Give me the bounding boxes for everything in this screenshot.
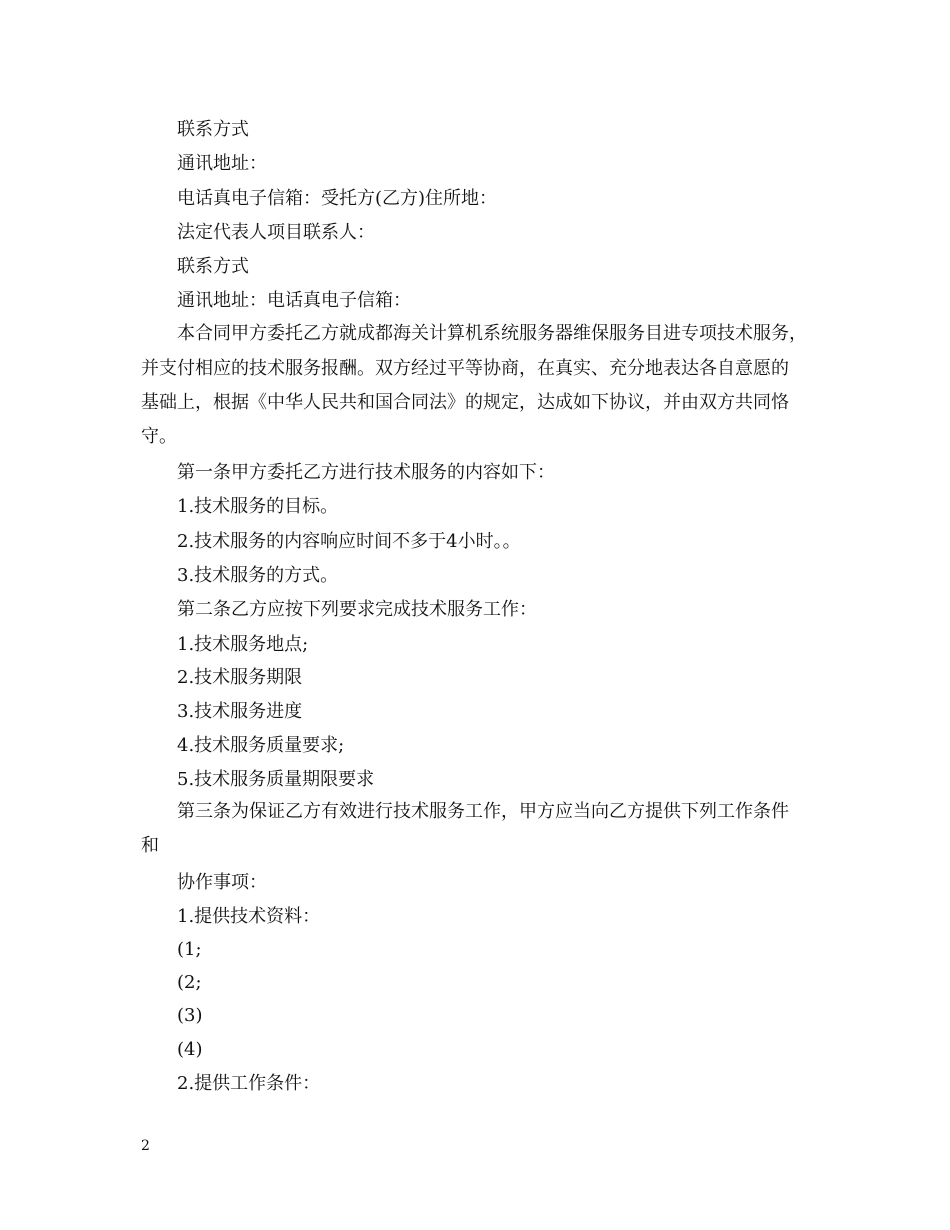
list-item: 3.技术服务进度 xyxy=(177,701,303,722)
list-item: 4.技术服务质量要求; xyxy=(177,735,345,756)
article-heading: 第三条为保证乙方有效进行技术服务工作，甲方应当向乙方提供下列工作条件 xyxy=(177,801,789,822)
list-item: 2.提供工作条件： xyxy=(177,1073,321,1094)
list-item: 1.技术服务地点; xyxy=(177,634,309,655)
list-item: (3) xyxy=(177,1005,203,1026)
list-item: 2.技术服务的内容响应时间不多于4小时。。 xyxy=(177,531,521,552)
paragraph-line: 并支付相应的技术服务报酬。双方经过平等协商，在真实、充分地表达各自意愿的 xyxy=(141,358,789,379)
list-item: 5.技术服务质量期限要求 xyxy=(177,769,375,790)
article-heading: 第二条乙方应按下列要求完成技术服务工作： xyxy=(177,599,537,620)
text-line: 协作事项： xyxy=(177,872,267,893)
paragraph-line: 和 xyxy=(141,835,159,856)
list-item: 3.技术服务的方式。 xyxy=(177,565,339,586)
list-item: (4) xyxy=(177,1039,203,1060)
text-line: 通讯地址： xyxy=(177,153,267,174)
list-item: 1.技术服务的目标。 xyxy=(177,496,339,517)
list-item: 2.技术服务期限 xyxy=(177,667,303,688)
text-line: 法定代表人项目联系人： xyxy=(177,222,375,243)
paragraph-line: 本合同甲方委托乙方就成都海关计算机系统服务器维保服务目进专项技术服务， xyxy=(177,323,807,344)
text-line: 联系方式 xyxy=(177,119,249,140)
list-item: 1.提供技术资料： xyxy=(177,906,321,927)
paragraph-line: 基础上，根据《中华人民共和国合同法》的规定，达成如下协议，并由双方共同恪 xyxy=(141,392,789,413)
text-line: 联系方式 xyxy=(177,256,249,277)
list-item: (1; xyxy=(177,939,202,960)
text-line: 通讯地址：电话真电子信箱： xyxy=(177,290,411,311)
text-line: 电话真电子信箱：受托方(乙方)住所地： xyxy=(177,188,498,209)
page-number: 2 xyxy=(141,1138,150,1154)
paragraph-line: 守。 xyxy=(141,426,177,447)
list-item: (2; xyxy=(177,972,202,993)
article-heading: 第一条甲方委托乙方进行技术服务的内容如下： xyxy=(177,462,555,483)
